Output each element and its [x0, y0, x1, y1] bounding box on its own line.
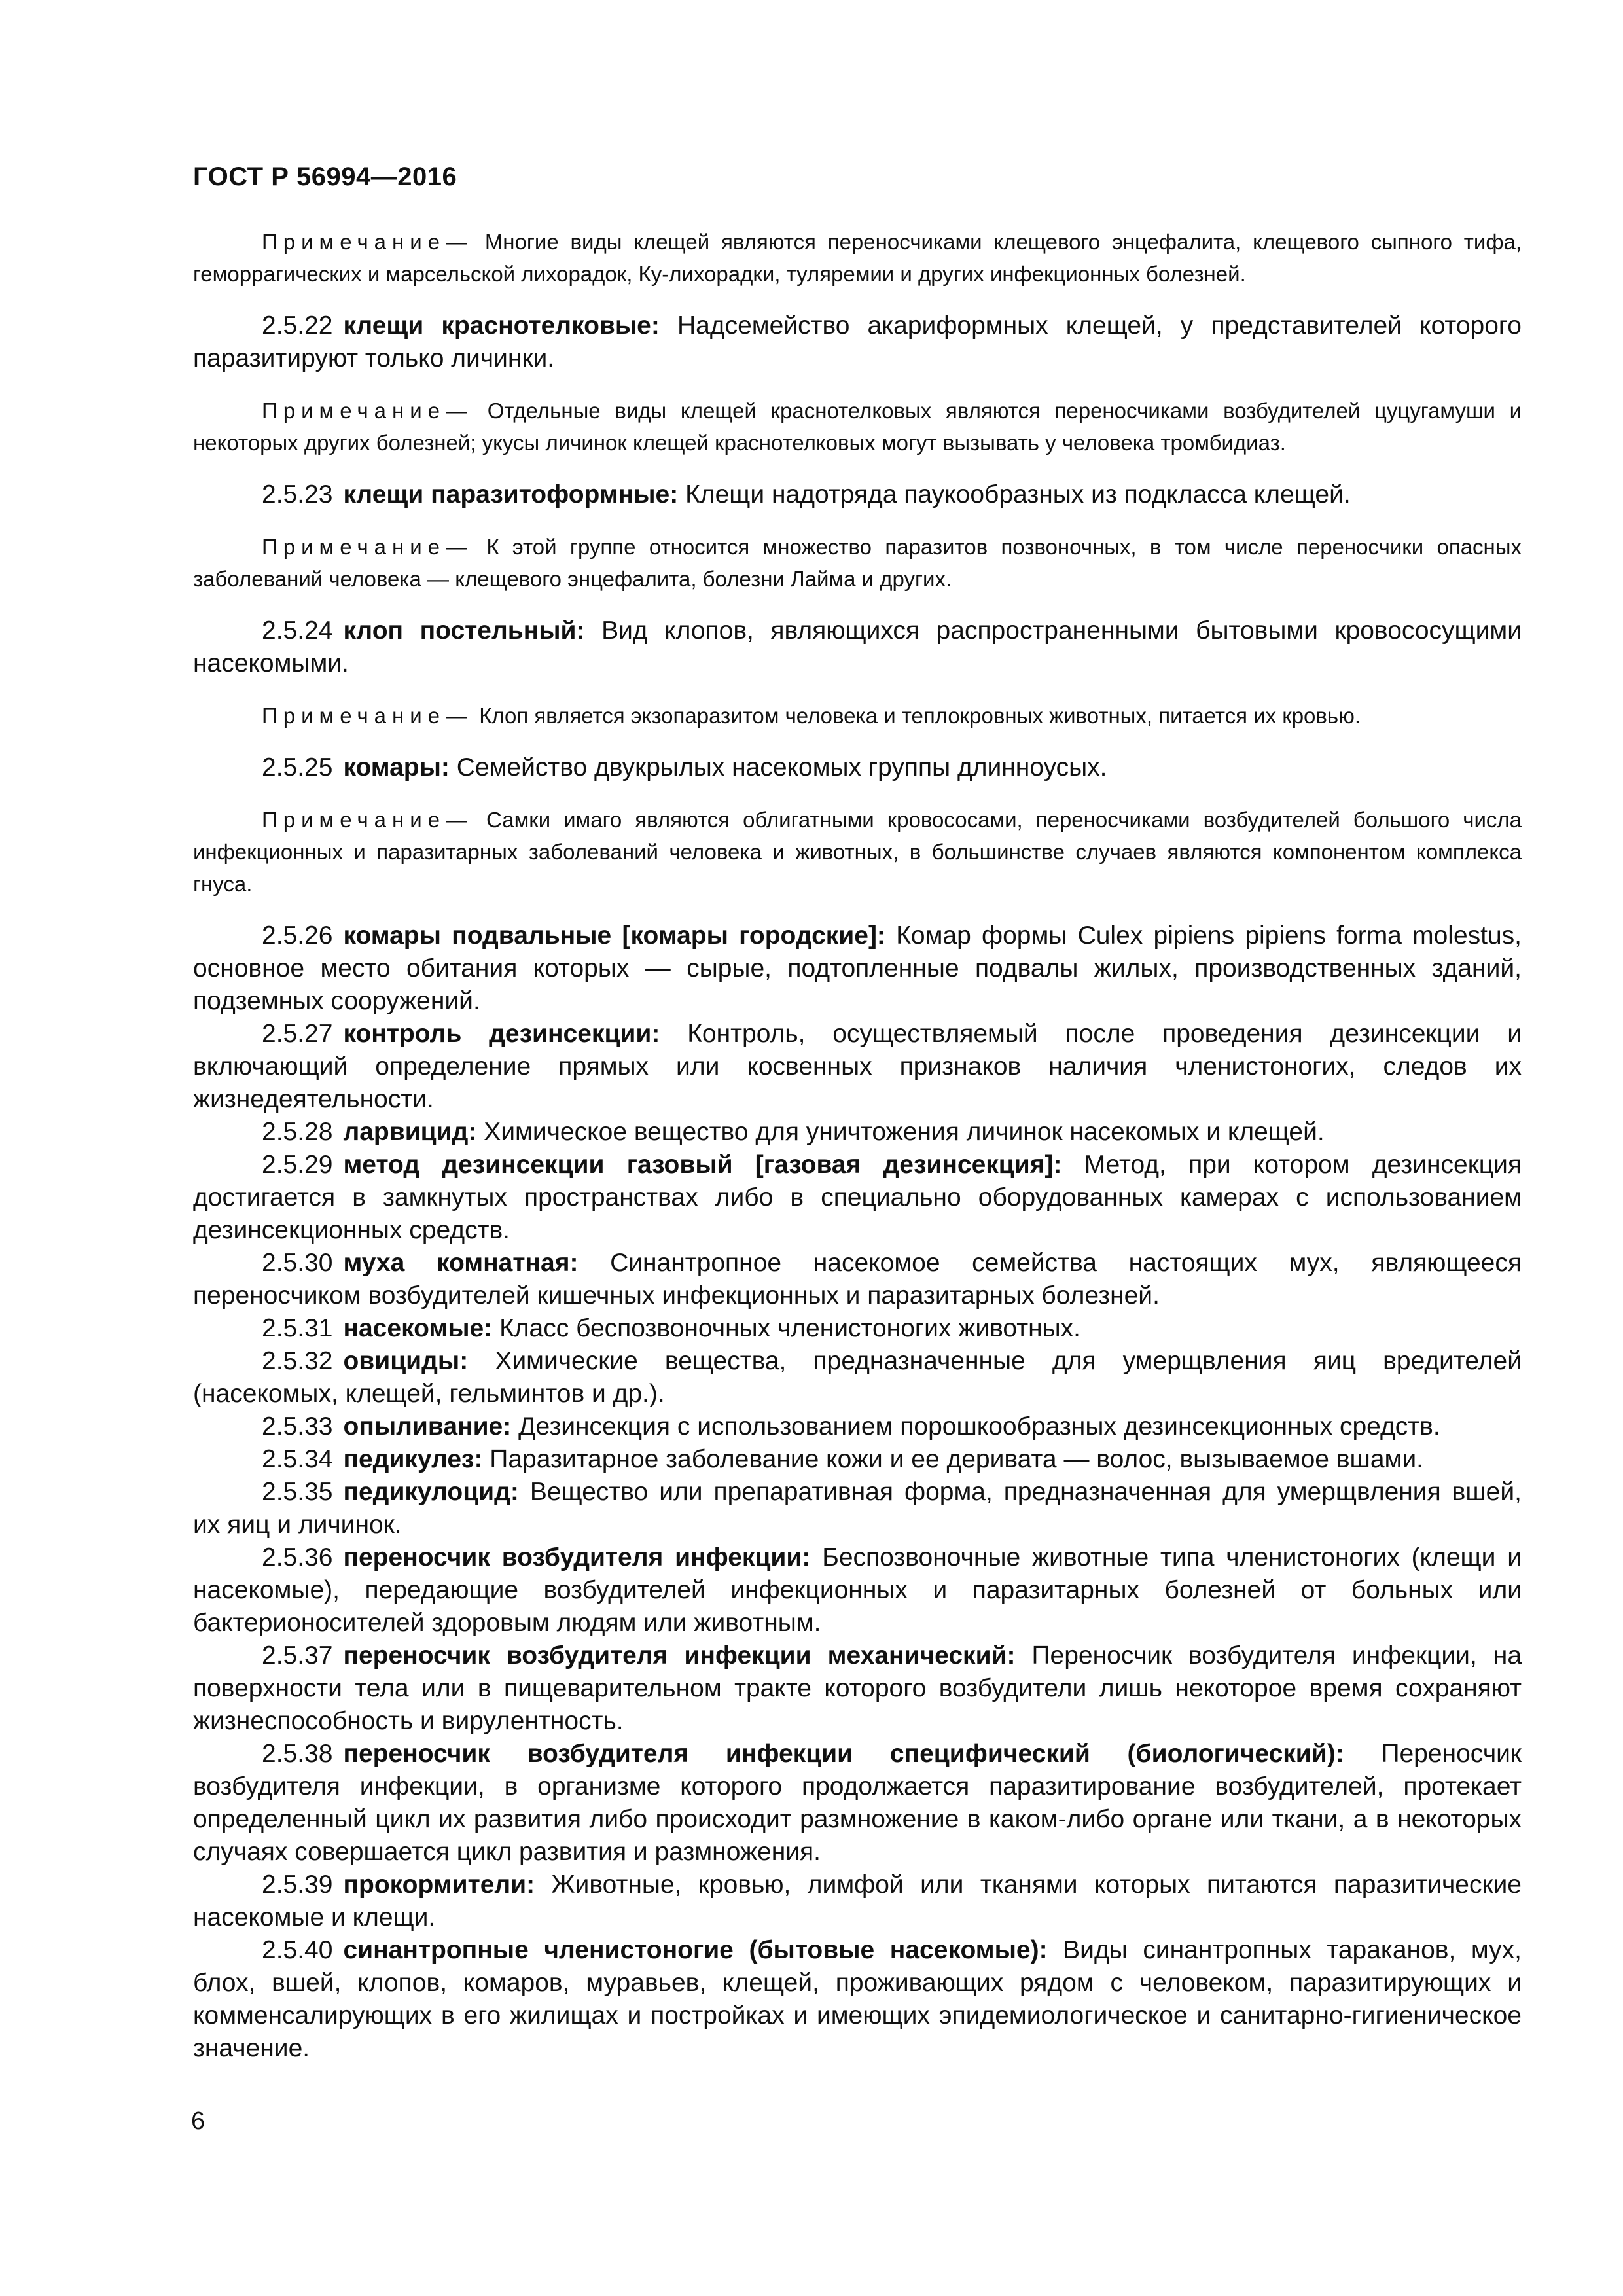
term-number: 2.5.38	[262, 1740, 333, 1768]
note-paragraph	[193, 700, 1522, 732]
term-number: 2.5.23	[262, 480, 333, 509]
document-number: ГОСТ Р 56994—2016	[193, 162, 457, 191]
term-name: насекомые:	[343, 1314, 493, 1342]
document-body	[193, 226, 1522, 2065]
term-number: 2.5.30	[262, 1249, 333, 1277]
term-entry	[193, 1869, 1522, 1934]
note-label: Примечание—	[262, 535, 474, 559]
term-definition: Вещество или препаративная форма, предназначенная для умерщвления вшей, их яиц и личинок.	[193, 1478, 1522, 1539]
term-entry	[193, 310, 1522, 375]
term-entry	[193, 1410, 1522, 1443]
term-number: 2.5.33	[262, 1412, 333, 1441]
term-name: переносчик возбудителя инфекции механический:	[343, 1641, 1016, 1670]
term-number: 2.5.34	[262, 1445, 333, 1473]
term-name: педикулез:	[343, 1445, 483, 1473]
term-number: 2.5.29	[262, 1151, 333, 1179]
term-definition: Клещи надотряда паукообразных из подкласса клещей.	[685, 480, 1351, 509]
note-text: Многие виды клещей являются переносчиками клещевого энцефалита, клещевого сыпного тифа, геморрагических и марсельской лихорадок, Ку-лихорадки, туляремии и других инфекционных болезней.	[193, 230, 1522, 286]
note-paragraph	[193, 531, 1522, 595]
term-entry	[193, 1018, 1522, 1116]
term-definition: Химическое вещество для уничтожения личинок насекомых и клещей.	[484, 1118, 1325, 1146]
term-name: контроль дезинсекции:	[343, 1020, 660, 1048]
term-definition: Надсемейство акариформных клещей, у представителей которого паразитируют только личинки.	[193, 312, 1522, 372]
note-text: Клоп является экзопаразитом человека и теплокровных животных, питается их кровью.	[479, 704, 1361, 728]
note-text: К этой группе относится множество паразитов позвоночных, в том числе переносчики опасных заболеваний человека — клещевого энцефалита, болезни Лайма и других.	[193, 535, 1522, 591]
note-text: Отдельные виды клещей краснотелковых являются переносчиками возбудителей цуцугамуши и некоторых других болезней; укусы личинок клещей краснотелковых могут вызывать у человека тромбидиаз.	[193, 399, 1522, 455]
term-definition: Животные, кровью, лимфой или тканями которых питаются паразитические насекомые и клещи.	[193, 1871, 1522, 1931]
term-number: 2.5.27	[262, 1020, 333, 1048]
term-definition: Вид клопов, являющихся распространенными бытовыми кровососущими насекомыми.	[193, 617, 1522, 677]
term-name: переносчик возбудителя инфекции специфический (биологический):	[343, 1740, 1344, 1768]
term-entry	[193, 1312, 1522, 1345]
term-name: клещи паразитоформные:	[343, 480, 679, 509]
term-entry	[193, 1149, 1522, 1247]
term-entry	[193, 1640, 1522, 1738]
term-definition: Виды синантропных тараканов, мух, блох, вшей, клопов, комаров, муравьев, клещей, проживающих рядом с человеком, паразитирующих и комменсалирующих в его жилищах и постройках и имеющих эпидемиологическое и санитарно-гигиеническое значение.	[193, 1936, 1522, 2062]
term-definition: Беспозвоночные животные типа членистоногих (клещи и насекомые), передающие возбудителей инфекционных и паразитарных болезней от больных или бактерионосителей здоровым людям или животным.	[193, 1543, 1522, 1637]
term-entry	[193, 1476, 1522, 1541]
note-label: Примечание—	[262, 230, 474, 254]
term-definition: Переносчик возбудителя инфекции, в организме которого продолжается паразитирование возбудителей, протекает определенный цикл их развития либо происходит размножение в каком-либо органе или ткани, а в некоторых случаях совершается цикл развития и размножения.	[193, 1740, 1522, 1866]
note-label: Примечание—	[262, 704, 474, 728]
term-number: 2.5.32	[262, 1347, 333, 1375]
term-number: 2.5.35	[262, 1478, 333, 1506]
term-name: клоп постельный:	[343, 617, 585, 645]
term-definition: Класс беспозвоночных членистоногих животных.	[499, 1314, 1080, 1342]
term-entry	[193, 478, 1522, 511]
page-number: 6	[191, 2108, 205, 2135]
term-number: 2.5.22	[262, 312, 333, 340]
term-definition: Метод, при котором дезинсекция достигается в замкнутых пространствах либо в специально оборудованных камерах с использованием дезинсекционных средств.	[193, 1151, 1522, 1244]
term-number: 2.5.25	[262, 753, 333, 781]
term-name: клещи краснотелковые:	[343, 312, 660, 340]
term-entry	[193, 1345, 1522, 1410]
term-number: 2.5.40	[262, 1936, 333, 1964]
term-number: 2.5.31	[262, 1314, 333, 1342]
term-definition: Химические вещества, предназначенные для умерщвления яиц вредителей (насекомых, клещей, гельминтов и др.).	[193, 1347, 1522, 1408]
term-name: муха комнатная:	[343, 1249, 579, 1277]
term-number: 2.5.39	[262, 1871, 333, 1899]
term-definition: Дезинсекция с использованием порошкообразных дезинсекционных средств.	[518, 1412, 1440, 1441]
term-definition: Семейство двукрылых насекомых группы длинноусых.	[456, 753, 1107, 781]
note-paragraph	[193, 804, 1522, 900]
term-entry	[193, 751, 1522, 784]
term-number: 2.5.37	[262, 1641, 333, 1670]
term-number: 2.5.24	[262, 617, 333, 645]
note-paragraph	[193, 226, 1522, 290]
term-definition: Переносчик возбудителя инфекции, на поверхности тела или в пищеварительном тракте которого возбудители лишь некоторое время сохраняют жизнеспособность и вирулентность.	[193, 1641, 1522, 1735]
term-number: 2.5.36	[262, 1543, 333, 1571]
note-label: Примечание—	[262, 399, 474, 423]
term-name: комары подвальные [комары городские]:	[343, 922, 885, 950]
term-name: синантропные членистоногие (бытовые насекомые):	[343, 1936, 1048, 1964]
term-definition: Комар формы Culex pipiens pipiens forma molestus, основное место обитания которых — сырые, подтопленные подвалы жилых, производственных зданий, подземных сооружений.	[193, 922, 1522, 1015]
note-paragraph	[193, 395, 1522, 459]
term-name: комары:	[343, 753, 450, 781]
term-entry	[193, 1443, 1522, 1476]
term-name: прокормители:	[343, 1871, 535, 1899]
term-number: 2.5.26	[262, 922, 333, 950]
term-number: 2.5.28	[262, 1118, 333, 1146]
term-definition: Синантропное насекомое семейства настоящих мух, являющееся переносчиком возбудителей кишечных инфекционных и паразитарных болезней.	[193, 1249, 1522, 1310]
note-text: Самки имаго являются облигатными кровососами, переносчиками возбудителей большого числа инфекционных и паразитарных заболеваний человека и животных, в большинстве случаев являются компонентом комплекса гнуса.	[193, 808, 1522, 896]
term-name: овициды:	[343, 1347, 469, 1375]
term-entry	[193, 1934, 1522, 2065]
term-name: метод дезинсекции газовый [газовая дезинсекция]:	[343, 1151, 1062, 1179]
term-name: опыливание:	[343, 1412, 512, 1441]
term-entry	[193, 1738, 1522, 1869]
term-entry	[193, 1541, 1522, 1640]
term-definition: Контроль, осуществляемый после проведения дезинсекции и включающий определение прямых или косвенных признаков наличия членистоногих, следов их жизнедеятельности.	[193, 1020, 1522, 1113]
term-entry	[193, 920, 1522, 1018]
term-name: переносчик возбудителя инфекции:	[343, 1543, 811, 1571]
term-definition: Паразитарное заболевание кожи и ее деривата — волос, вызываемое вшами.	[490, 1445, 1423, 1473]
term-name: педикулоцид:	[343, 1478, 519, 1506]
term-entry	[193, 615, 1522, 680]
note-label: Примечание—	[262, 808, 474, 832]
term-name: ларвицид:	[343, 1118, 477, 1146]
term-entry	[193, 1247, 1522, 1312]
term-entry	[193, 1116, 1522, 1149]
